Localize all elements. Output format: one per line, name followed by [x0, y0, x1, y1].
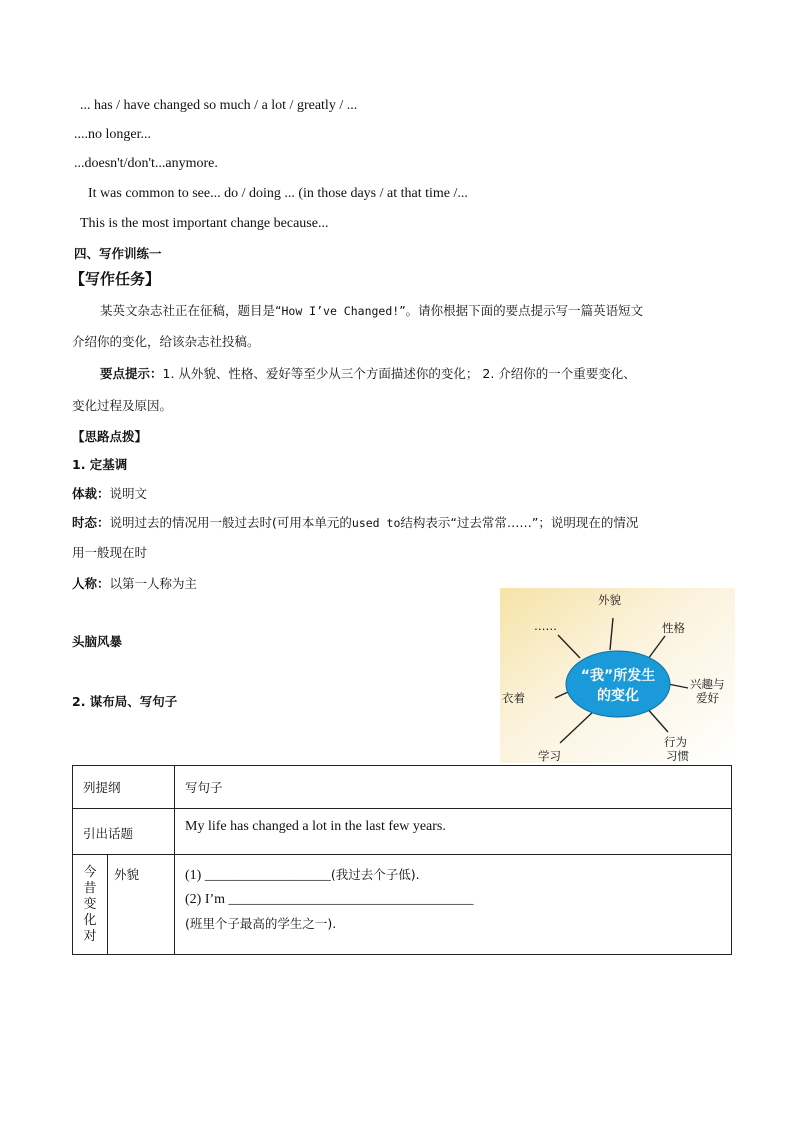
intro-sentence: My life has changed a lot in the last few years. — [175, 809, 732, 855]
task-text-a: 某英文杂志社正在征稿，题目是“ — [100, 303, 282, 318]
tense-code: used to — [351, 516, 401, 530]
node-personality: 性格 — [662, 621, 685, 635]
phrase-anymore: ...doesn't/don't...anymore. — [74, 156, 218, 171]
group-char-1: 今 — [83, 865, 97, 880]
appearance-label: 外貌 — [108, 855, 175, 955]
phrase-most-important: This is the most important change because... — [80, 216, 329, 231]
genre-label: 体裁： — [72, 486, 110, 501]
node-clothes: 衣着 — [502, 691, 525, 705]
brainstorm-heading: 头脑风暴 — [72, 634, 123, 649]
blank-line1[interactable]: __________________ — [204, 868, 331, 883]
phrase-common-to-see: It was common to see... do / doing ... (in those days / at that time /... — [88, 186, 468, 201]
step2-heading: 2. 谋布局、写句子 — [72, 694, 178, 709]
phrase-changed: ... has / have changed so much / a lot / greatly / ... — [80, 98, 358, 113]
points-text: 1. 从外貌、性格、爱好等至少从三个方面描述你的变化； 2. 介绍你的一个重要变化、 — [162, 366, 636, 381]
line2-prefix: (2) I’m — [185, 892, 229, 907]
task-paragraph-line2: 介绍你的变化，给该杂志社投稿。 — [72, 334, 260, 349]
table-row-intro — [73, 809, 732, 855]
appearance-sentences — [175, 855, 732, 955]
person-value: 以第一人称为主 — [109, 576, 198, 591]
blank-line2[interactable]: ___________________________________ — [228, 892, 474, 907]
table-row-appearance — [73, 855, 732, 955]
points-label: 要点提示： — [100, 366, 163, 381]
task-title: How I’ve Changed! — [281, 304, 400, 318]
mind-map-figure — [500, 588, 735, 763]
tips-heading: 【思路点拨】 — [72, 429, 148, 444]
task-text-b: ”。请你根据下面的要点提示写一篇英语短文 — [399, 303, 644, 318]
points-line1 — [100, 364, 636, 382]
node-habit-line1: 行为 — [664, 735, 687, 749]
compare-group-label — [73, 855, 108, 955]
task-paragraph-line1 — [100, 301, 643, 319]
group-char-5: 对 — [83, 929, 97, 944]
node-habit-line2: 习惯 — [666, 749, 689, 763]
section-heading: 四、写作训练一 — [74, 246, 162, 261]
header-sentences: 写句子 — [175, 766, 732, 809]
node-study: 学习 — [538, 749, 561, 763]
outline-table — [72, 765, 732, 955]
group-char-2: 昔 — [83, 881, 97, 896]
appearance-line3: (班里个子最高的学生之一). — [185, 916, 337, 931]
task-heading: 【写作任务】 — [70, 270, 161, 288]
tense-line1 — [72, 513, 638, 531]
tense-line2: 用一般现在时 — [72, 545, 148, 560]
appearance-line2 — [185, 888, 721, 912]
line1-prefix: (1) — [185, 868, 205, 883]
genre-value: 说明文 — [109, 486, 148, 501]
group-char-4: 化 — [83, 913, 97, 928]
node-appearance: 外貌 — [598, 593, 621, 607]
person-line — [72, 574, 197, 592]
person-label: 人称： — [72, 576, 110, 591]
node-more: …… — [534, 619, 557, 633]
center-label-line1: “我”所发生 — [580, 668, 656, 684]
line1-hint: (我过去个子低). — [330, 867, 420, 882]
tense-label: 时态： — [72, 515, 110, 530]
center-label-line2: 的变化 — [597, 688, 639, 704]
phrase-no-longer: ....no longer... — [74, 127, 151, 142]
node-hobby-line2: 爱好 — [696, 691, 719, 705]
intro-label: 引出话题 — [73, 809, 175, 855]
genre-line — [72, 484, 147, 502]
group-char-3: 变 — [83, 897, 97, 912]
header-outline: 列提纲 — [73, 766, 175, 809]
appearance-line1 — [185, 863, 721, 888]
node-hobby-line1: 兴趣与 — [690, 677, 725, 691]
table-header-row — [73, 766, 732, 809]
mind-map-center — [566, 651, 670, 717]
tense-text-a: 说明过去的情况用一般过去时(可用本单元的 — [109, 515, 352, 530]
tense-text-b: 结构表示“过去常常……”；说明现在的情况 — [400, 515, 639, 530]
step1-heading: 1. 定基调 — [72, 457, 128, 472]
points-line2: 变化过程及原因。 — [72, 398, 173, 413]
